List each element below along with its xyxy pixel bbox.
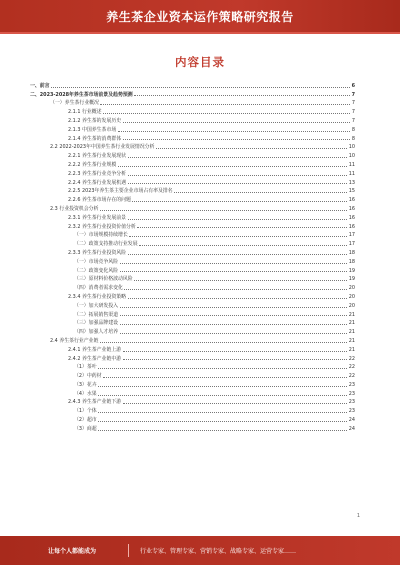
report-title: 养生茶企业资本运作策略研究报告 [106, 10, 294, 24]
toc-entry[interactable] [30, 168, 355, 177]
toc-leader-dots [100, 104, 350, 105]
toc-entry-page: 20 [348, 302, 355, 309]
toc-entry-page: 10 [348, 144, 355, 151]
toc-entry-label: （3）商超 [74, 425, 97, 432]
toc-entry[interactable] [30, 388, 355, 397]
toc-leader-dots [100, 210, 347, 211]
toc-leader-dots [120, 315, 348, 316]
footer-slogan: 让每个人都能成为 [48, 548, 97, 555]
toc-entry-page: 20 [348, 293, 355, 300]
toc-entry-page: 21 [348, 320, 355, 327]
toc-leader-dots [123, 139, 351, 140]
toc-entry-page: 8 [351, 135, 355, 142]
toc-entry-page: 16 [348, 223, 355, 230]
toc-entry-page: 21 [348, 311, 355, 318]
toc-entry-label: （三）加强品牌建设 [74, 320, 119, 327]
toc-entry-page: 7 [351, 109, 355, 116]
toc-entry[interactable] [30, 133, 355, 142]
toc-leader-dots [137, 227, 347, 228]
toc-entry-label: （3）花卉 [74, 381, 97, 388]
toc-entry[interactable] [30, 335, 355, 344]
toc-entry-page: 16 [348, 205, 355, 212]
toc-entry-label: 2.2.3 养生茶行业竞争分析 [68, 170, 127, 177]
toc-entry[interactable] [30, 89, 355, 98]
toc-entry-label: 2.1.4 养生茶的消费群体 [68, 135, 122, 142]
toc-entry-label: 2.4 养生茶行业产业链 [50, 337, 99, 344]
toc-entry[interactable] [30, 379, 355, 388]
footer-divider [128, 544, 129, 557]
toc-leader-dots [124, 289, 347, 290]
toc-leader-dots [120, 271, 348, 272]
toc-entry-label: （二）拓展销售渠道 [74, 311, 119, 318]
table-of-contents [30, 80, 355, 432]
toc-entry[interactable] [30, 150, 355, 159]
toc-leader-dots [98, 386, 347, 387]
toc-leader-dots [128, 298, 348, 299]
toc-entry-page: 19 [348, 267, 355, 274]
toc-leader-dots [128, 175, 348, 176]
toc-entry-label: （2）超市 [74, 417, 97, 424]
toc-entry-label: 2.1.1 行业概述 [68, 109, 102, 116]
toc-entry[interactable] [30, 98, 355, 107]
toc-leader-dots [120, 307, 348, 308]
toc-entry-page: 21 [348, 346, 355, 353]
toc-leader-dots [134, 95, 350, 96]
toc-entry-label: 2.2.2 养生茶行业规模 [68, 161, 117, 168]
toc-entry-page: 17 [348, 232, 355, 239]
toc-entry-page: 24 [348, 417, 355, 424]
toc-entry[interactable] [30, 238, 355, 247]
toc-entry-label: （二）政策支持推动行业发展 [74, 241, 138, 248]
toc-entry[interactable] [30, 159, 355, 168]
toc-leader-dots [118, 166, 348, 167]
toc-entry-page: 11 [348, 161, 355, 168]
toc-entry-label: 2.2.1 养生茶行业发展现状 [68, 153, 127, 160]
toc-entry[interactable] [30, 423, 355, 432]
page-number: 1 [356, 513, 360, 519]
toc-leader-dots [51, 87, 350, 88]
toc-entry[interactable] [30, 274, 355, 283]
toc-entry-label: 2.2.5 2023年养生茶主要企业市场占有率及排名 [68, 188, 173, 195]
toc-entry-label: 2.4.1 养生茶产业链上游 [68, 346, 122, 353]
toc-entry-label: （二）政策变化风险 [74, 267, 119, 274]
toc-entry-label: （1）茶叶 [74, 364, 97, 371]
report-title-banner [0, 0, 400, 34]
toc-entry-label: （四）消费者需求变化 [74, 285, 123, 292]
toc-entry-label: 2.3 行业投资机会分析 [50, 205, 99, 212]
toc-entry-label: 2.3.2 养生茶行业投资价值分析 [68, 223, 136, 230]
toc-leader-dots [128, 219, 348, 220]
toc-entry[interactable] [30, 221, 355, 230]
toc-entry-label: （2）中药材 [74, 373, 102, 380]
toc-entry-page: 16 [348, 197, 355, 204]
toc-entry[interactable] [30, 203, 355, 212]
toc-leader-dots [156, 148, 347, 149]
toc-entry-page: 23 [348, 390, 355, 397]
toc-entry[interactable] [30, 194, 355, 203]
toc-entry-page: 7 [351, 117, 355, 124]
toc-entry-page: 18 [348, 258, 355, 265]
toc-leader-dots [128, 157, 348, 158]
toc-entry-label: 2.1.3 中国养生茶市场 [68, 126, 117, 133]
toc-entry[interactable] [30, 344, 355, 353]
toc-entry-label: 2.3.4 养生茶行业投资策略 [68, 293, 127, 300]
toc-entry-label: 2.4.3 养生茶产业链下游 [68, 399, 122, 406]
toc-entry[interactable] [30, 106, 355, 115]
toc-entry-page: 23 [348, 399, 355, 406]
toc-leader-dots [103, 377, 347, 378]
toc-entry-page: 23 [348, 381, 355, 388]
toc-leader-dots [128, 183, 348, 184]
toc-entry-page: 22 [348, 373, 355, 380]
toc-entry[interactable] [30, 414, 355, 423]
toc-entry-page: 7 [351, 91, 355, 98]
toc-entry[interactable] [30, 326, 355, 335]
toc-entry[interactable] [30, 256, 355, 265]
toc-leader-dots [123, 403, 348, 404]
toc-entry-page: 15 [348, 188, 355, 195]
toc-entry[interactable] [30, 177, 355, 186]
toc-entry[interactable] [30, 405, 355, 414]
toc-leader-dots [123, 122, 351, 123]
toc-entry[interactable] [30, 291, 355, 300]
footer-roles: 行业专家、管理专家、营销专家、战略专家、运营专家…… [140, 548, 297, 555]
toc-entry-page: 20 [348, 285, 355, 292]
toc-entry-page: 21 [348, 337, 355, 344]
toc-entry[interactable] [30, 300, 355, 309]
footer-banner [0, 536, 400, 565]
toc-entry-page: 10 [348, 153, 355, 160]
toc-entry[interactable] [30, 362, 355, 371]
toc-entry-label: （四）加强人才培养 [74, 329, 119, 336]
toc-leader-dots [139, 245, 347, 246]
toc-entry-label: （一）市场竞争风险 [74, 258, 119, 265]
toc-entry-label: 2.2.6 养生茶市场存在的问题 [68, 197, 131, 204]
toc-entry-label: （一）养生茶行业概况 [50, 100, 99, 107]
toc-leader-dots [120, 263, 348, 264]
toc-entry[interactable] [30, 247, 355, 256]
toc-entry-page: 6 [351, 82, 355, 89]
toc-entry-label: 2.3.3 养生茶行业投资风险 [68, 249, 127, 256]
toc-entry[interactable] [30, 115, 355, 124]
toc-leader-dots [98, 421, 347, 422]
toc-entry-label: 2.3.1 养生茶行业发展前景 [68, 214, 127, 221]
toc-entry-label: （三）原材料价格波动风险 [74, 276, 133, 283]
toc-entry-page: 23 [348, 408, 355, 415]
toc-entry-label: 2.4.2 养生茶产业链中游 [68, 355, 122, 362]
toc-entry-page: 8 [351, 126, 355, 133]
toc-entry-page: 22 [348, 355, 355, 362]
toc-entry[interactable] [30, 186, 355, 195]
toc-entry-label: （一）加大研发投入 [74, 302, 119, 309]
toc-entry[interactable] [30, 309, 355, 318]
toc-entry[interactable] [30, 265, 355, 274]
toc-entry-label: 2.1.2 养生茶的发展历史 [68, 117, 122, 124]
toc-leader-dots [98, 395, 347, 396]
toc-leader-dots [120, 333, 348, 334]
toc-leader-dots [129, 236, 347, 237]
toc-entry[interactable] [30, 397, 355, 406]
toc-entry[interactable] [30, 142, 355, 151]
toc-leader-dots [100, 342, 347, 343]
toc-leader-dots [123, 351, 348, 352]
toc-entry-label: （一）市场规模持续增长 [74, 232, 128, 239]
toc-entry[interactable] [30, 230, 355, 239]
toc-entry-page: 13 [348, 179, 355, 186]
toc-leader-dots [98, 368, 347, 369]
toc-entry[interactable] [30, 80, 355, 89]
toc-entry-label: 二、2023-2028年养生茶市场前景及趋势预测 [30, 91, 133, 98]
toc-leader-dots [120, 324, 348, 325]
toc-entry-page: 19 [348, 276, 355, 283]
toc-leader-dots [123, 359, 348, 360]
toc-heading: 内容目录 [175, 55, 225, 69]
toc-entry-page: 22 [348, 364, 355, 371]
toc-leader-dots [132, 201, 347, 202]
toc-leader-dots [118, 131, 351, 132]
toc-entry-page: 11 [348, 170, 355, 177]
toc-entry[interactable] [30, 212, 355, 221]
toc-entry-label: （4）水果 [74, 390, 97, 397]
toc-leader-dots [134, 280, 347, 281]
toc-leader-dots [98, 412, 347, 413]
toc-leader-dots [174, 192, 347, 193]
toc-entry-page: 18 [348, 249, 355, 256]
banner-accent-line [0, 32, 400, 34]
toc-leader-dots [128, 254, 348, 255]
toc-leader-dots [98, 430, 347, 431]
toc-leader-dots [103, 113, 350, 114]
toc-entry[interactable] [30, 353, 355, 362]
toc-entry-page: 17 [348, 241, 355, 248]
toc-entry-page: 24 [348, 425, 355, 432]
toc-entry-page: 7 [351, 100, 355, 107]
toc-entry[interactable] [30, 282, 355, 291]
toc-entry[interactable] [30, 370, 355, 379]
toc-entry-page: 21 [348, 329, 355, 336]
toc-entry-label: 一、前言 [30, 82, 50, 89]
toc-entry[interactable] [30, 318, 355, 327]
toc-entry-label: 2.2 2022-2023年中国养生茶行业发展情况分析 [50, 144, 155, 151]
toc-entry-page: 16 [348, 214, 355, 221]
toc-entry-label: 2.2.4 养生茶行业发展机遇 [68, 179, 127, 186]
toc-entry[interactable] [30, 124, 355, 133]
toc-entry-label: （1）个体 [74, 408, 97, 415]
